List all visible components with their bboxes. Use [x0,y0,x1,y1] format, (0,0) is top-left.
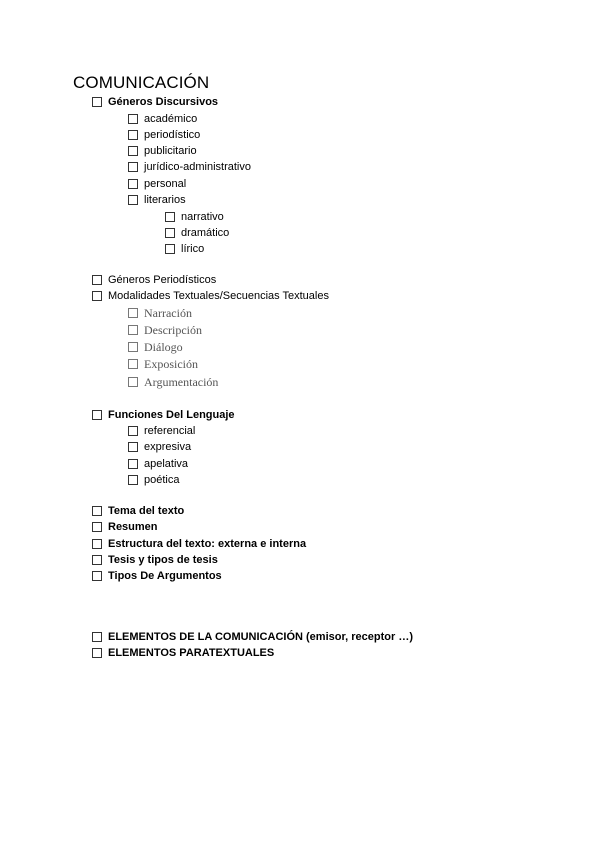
checkbox-icon[interactable] [128,442,138,452]
checkbox-icon[interactable] [92,97,102,107]
item-label: Resumen [108,521,158,533]
page-title: COMUNICACIÓN [73,73,210,92]
checklist-item-dramatico[interactable] [165,225,229,241]
item-label: Tipos De Argumentos [108,570,222,582]
item-label: ELEMENTOS DE LA COMUNICACIÓN (emisor, receptor …) [108,631,413,643]
checkbox-icon[interactable] [128,377,138,387]
checklist-item-tesis[interactable] [92,552,218,568]
checklist-item-academico[interactable] [128,111,197,127]
item-label: lírico [181,243,205,255]
item-label: personal [144,178,187,190]
item-label: Modalidades Textuales/Secuencias Textuales [108,290,329,302]
item-label: publicitario [144,145,197,157]
item-label: poética [144,474,180,486]
checkbox-icon[interactable] [128,146,138,156]
checkbox-icon[interactable] [128,359,138,369]
checklist-item-tipos-argumentos[interactable] [92,568,222,584]
checklist-item-dialogo[interactable] [128,339,183,355]
checkbox-icon[interactable] [128,325,138,335]
checklist-item-generos-periodisticos[interactable] [92,272,216,288]
item-label: Descripción [144,323,202,337]
checkbox-icon[interactable] [128,130,138,140]
item-label: Géneros Periodísticos [108,274,217,286]
item-label: expresiva [144,441,192,453]
checkbox-icon[interactable] [128,308,138,318]
checklist-item-generos-discursivos[interactable] [92,94,218,110]
checkbox-icon[interactable] [128,475,138,485]
item-label: Géneros Discursivos [108,96,219,108]
checkbox-icon[interactable] [128,195,138,205]
checklist-item-poetica[interactable] [128,472,179,488]
item-label: Narración [144,306,192,320]
checkbox-icon[interactable] [128,162,138,172]
checklist-item-referencial[interactable] [128,423,195,439]
checkbox-icon[interactable] [128,342,138,352]
checklist-item-expresiva[interactable] [128,439,191,455]
checklist-item-periodistico[interactable] [128,127,200,143]
checkbox-icon[interactable] [128,459,138,469]
checklist-item-elementos-paratextuales[interactable] [92,645,274,661]
checklist-item-exposicion[interactable] [128,356,198,372]
checkbox-icon[interactable] [165,244,175,254]
item-label: académico [144,113,198,125]
checklist-item-publicitario[interactable] [128,143,197,159]
checkbox-icon[interactable] [128,179,138,189]
item-label: Funciones Del Lenguaje [108,409,235,421]
checklist-item-resumen[interactable] [92,519,158,535]
item-label: referencial [144,425,196,437]
checklist-item-lirico[interactable] [165,241,204,257]
checkbox-icon[interactable] [92,275,102,285]
checklist-item-estructura[interactable] [92,536,306,552]
checkbox-icon[interactable] [92,522,102,532]
item-label: Tesis y tipos de tesis [108,554,218,566]
item-label: Exposición [144,357,198,371]
item-label: Argumentación [144,375,219,389]
checkbox-icon[interactable] [92,555,102,565]
checklist-item-argumentacion[interactable] [128,374,218,390]
item-label: periodístico [144,129,201,141]
checkbox-icon[interactable] [128,426,138,436]
checklist-item-narracion[interactable] [128,305,192,321]
item-label: Estructura del texto: externa e interna [108,538,307,550]
checkbox-icon[interactable] [92,291,102,301]
item-label: literarios [144,194,186,206]
checklist-item-funciones[interactable] [92,407,235,423]
checkbox-icon[interactable] [165,228,175,238]
checklist-item-personal[interactable] [128,176,186,192]
checklist-item-narrativo[interactable] [165,209,224,225]
checklist-item-elementos-comunicacion[interactable] [92,629,413,645]
checklist-item-descripcion[interactable] [128,322,202,338]
checkbox-icon[interactable] [92,632,102,642]
item-label: jurídico-administrativo [144,161,251,173]
item-label: dramático [181,227,230,239]
item-label: ELEMENTOS PARATEXTUALES [108,647,275,659]
checkbox-icon[interactable] [92,571,102,581]
item-label: apelativa [144,458,189,470]
checklist-item-apelativa[interactable] [128,456,188,472]
checkbox-icon[interactable] [92,648,102,658]
checklist-item-tema[interactable] [92,503,184,519]
checklist-item-literarios[interactable] [128,192,186,208]
item-label: Tema del texto [108,505,185,517]
item-label: Diálogo [144,340,183,354]
checklist-item-juridico[interactable] [128,159,251,175]
checkbox-icon[interactable] [165,212,175,222]
checkbox-icon[interactable] [92,506,102,516]
checkbox-icon[interactable] [92,410,102,420]
checkbox-icon[interactable] [92,539,102,549]
checklist-item-modalidades[interactable] [92,288,329,304]
item-label: narrativo [181,211,224,223]
checkbox-icon[interactable] [128,114,138,124]
